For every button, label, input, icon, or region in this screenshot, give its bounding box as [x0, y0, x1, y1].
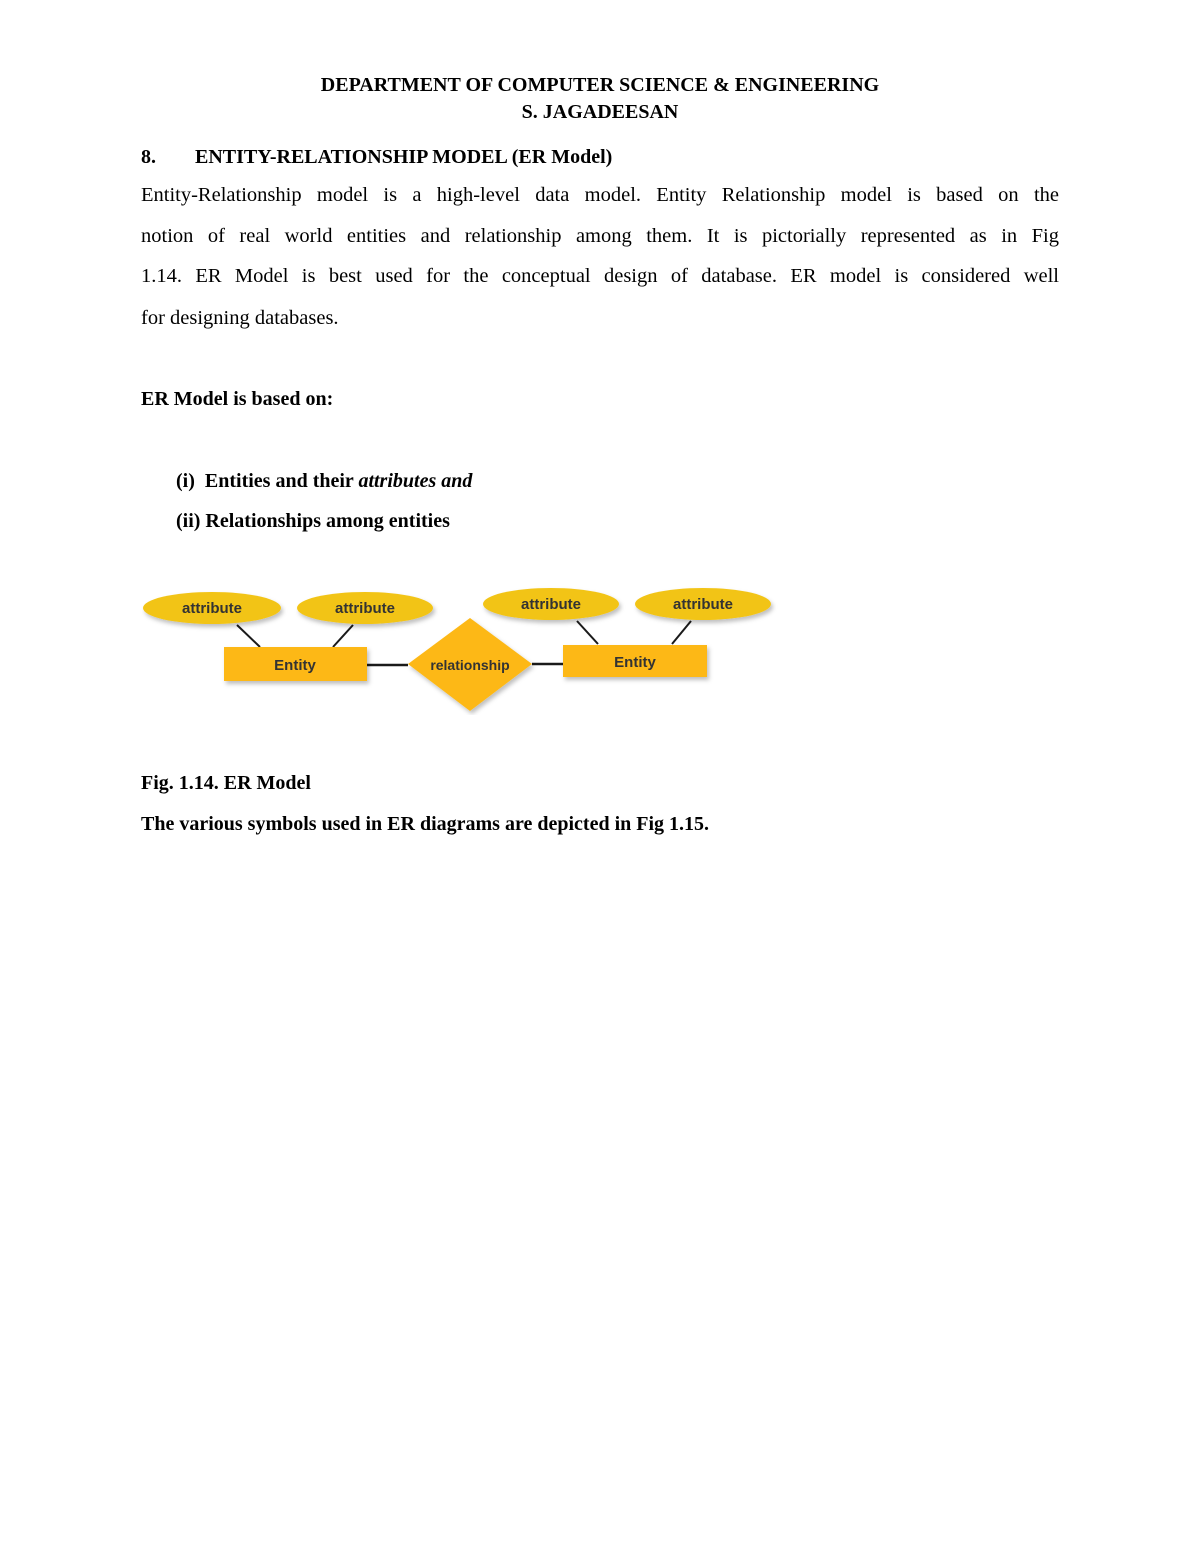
paragraph-line-1: Entity-Relationship model is a high-level data model. Entity Relationship model is based on the — [141, 184, 1059, 206]
paragraph-line-3: 1.14. ER Model is best used for the conceptual design of database. ER model is considered well — [141, 265, 1059, 287]
attribute-label: attribute — [673, 596, 733, 613]
connector-line — [333, 625, 353, 647]
section-title: ENTITY-RELATIONSHIP MODEL (ER Model) — [195, 146, 613, 168]
section-number: 8. — [141, 146, 156, 168]
entity-box — [563, 645, 707, 677]
attribute-ellipse — [483, 588, 619, 620]
attribute-ellipse — [297, 592, 433, 624]
connector-line — [577, 621, 598, 644]
connector-line — [237, 625, 260, 647]
relationship-label: relationship — [430, 657, 510, 673]
list-item-1-italic: attributes and — [358, 470, 473, 492]
attribute-ellipse — [143, 592, 281, 624]
entity-label: Entity — [274, 657, 316, 674]
attribute-label: attribute — [521, 596, 581, 613]
list-item-2: (ii) Relationships among entities — [176, 510, 450, 532]
list-item-1 — [176, 470, 472, 493]
attribute-label: attribute — [335, 600, 395, 617]
connector-line — [672, 621, 691, 644]
relationship-diamond — [408, 618, 532, 711]
figure-caption: Fig. 1.14. ER Model — [141, 772, 311, 794]
list-item-1-text: Entities and their — [204, 470, 354, 492]
entity-label: Entity — [614, 654, 656, 671]
section-heading — [141, 146, 613, 169]
figure-note: The various symbols used in ER diagrams are depicted in Fig 1.15. — [141, 813, 710, 835]
paragraph-line-2: notion of real world entities and relationship among them. It is pictorially represented as in Fig — [141, 225, 1059, 247]
attribute-ellipse — [635, 588, 771, 620]
paragraph-line-4: for designing databases. — [141, 307, 339, 329]
based-on-heading: ER Model is based on: — [141, 388, 334, 410]
list-item-1-marker: (i) — [176, 470, 195, 492]
attribute-label: attribute — [182, 600, 242, 617]
author-name: S. JAGADEESAN — [521, 101, 679, 123]
department-header: DEPARTMENT OF COMPUTER SCIENCE & ENGINEERING — [320, 74, 880, 96]
entity-box — [224, 647, 367, 681]
er-diagram — [140, 585, 780, 715]
